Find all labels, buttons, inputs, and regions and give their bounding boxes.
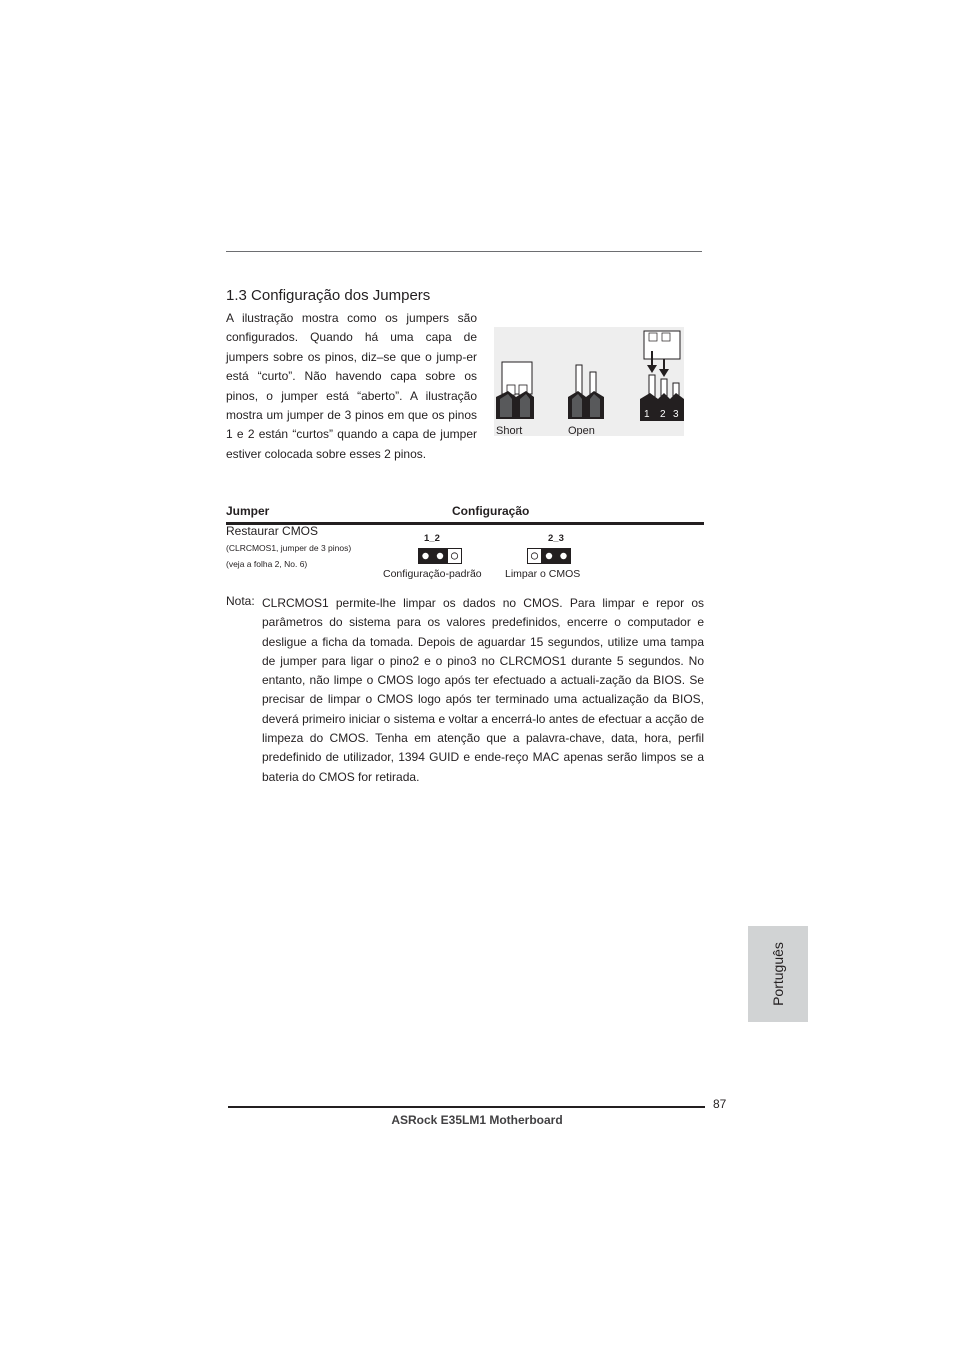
row-name: Restaurar CMOS: [226, 524, 319, 538]
intro-paragraph: A ilustração mostra como os jumpers são configurados. Quando há uma capa de jumpers sobre os pinos, diz–se que o jump-er está “curto”. Não havendo capa sobre os pinos, o jumper está “aberto”. A ilustração mostra um jumper de 3 pinos em que os pinos 1 e 2 están “curtos” quando a capa de jumper estiver colocada sobre esses 2 pinos.: [226, 311, 477, 461]
footer-rule: [228, 1106, 705, 1108]
pin-number-1: 1: [644, 409, 650, 420]
caption-clear: Limpar o CMOS: [505, 568, 581, 580]
caption-default: Configuração-padrão: [383, 568, 482, 580]
footer-text: ASRock E35LM1 Motherboard: [391, 1113, 563, 1127]
language-tab: [748, 926, 808, 1022]
pins-default-svg: [418, 548, 464, 564]
jumper-illustration: [494, 327, 684, 436]
jumper-diagram-svg: [494, 327, 684, 436]
short-label: Short: [496, 425, 523, 436]
note-label: Nota:: [226, 594, 255, 608]
open-label: Open: [568, 425, 595, 436]
pins-default-label: 1_2: [424, 533, 440, 544]
page-number: 87: [713, 1097, 727, 1111]
pins-clear-label: 2_3: [548, 533, 564, 544]
pin-diagram-clear: [527, 533, 573, 565]
table-header: [226, 502, 704, 525]
pin-number-2: 2: [660, 409, 666, 420]
open-jumper: [568, 365, 604, 436]
short-jumper: [496, 362, 534, 436]
header-rule: [226, 251, 702, 252]
note-text: CLRCMOS1 permite-lhe limpar os dados no CMOS. Para limpar e repor os parâmetros do sistema para os valores predefinidos, encerre o computador e desligue a ficha da tomada. Depois de aguardar 15 segundos, utilize uma tampa de jumper para ligar o pino2 e o pino3 no CLRCMOS1 durante 5 segundos. No entanto, não limpe o CMOS logo após ter efectuado a actuali-zação da BIOS. Se precisar de limpar o CMOS logo após ter terminado uma actualização da BIOS, deverá primeiro iniciar o sistema e voltar a encerrá-lo antes de efectuar a acção de limpeza do CMOS. Tenha em atenção que a palavra-chave, data, hora, perfil predefinido de utilizador, 1394 GUID e ende-reço MAC apenas serão limpos se a bateria do CMOS for retirada.: [262, 596, 704, 784]
pins-clear-svg: [527, 548, 573, 564]
row-subtitle-2: (veja a folha 2, No. 6): [226, 559, 308, 569]
pin-number-3: 3: [673, 409, 679, 420]
pin-diagram-default: [418, 533, 464, 565]
language-tab-label: Português: [770, 942, 786, 1006]
row-subtitle-1: (CLRCMOS1, jumper de 3 pinos): [226, 543, 352, 553]
three-pin-jumper: [640, 331, 684, 421]
section-title: 1.3 Configuração dos Jumpers: [226, 287, 431, 304]
header-jumper: Jumper: [226, 504, 270, 518]
header-config: Configuração: [452, 504, 530, 518]
